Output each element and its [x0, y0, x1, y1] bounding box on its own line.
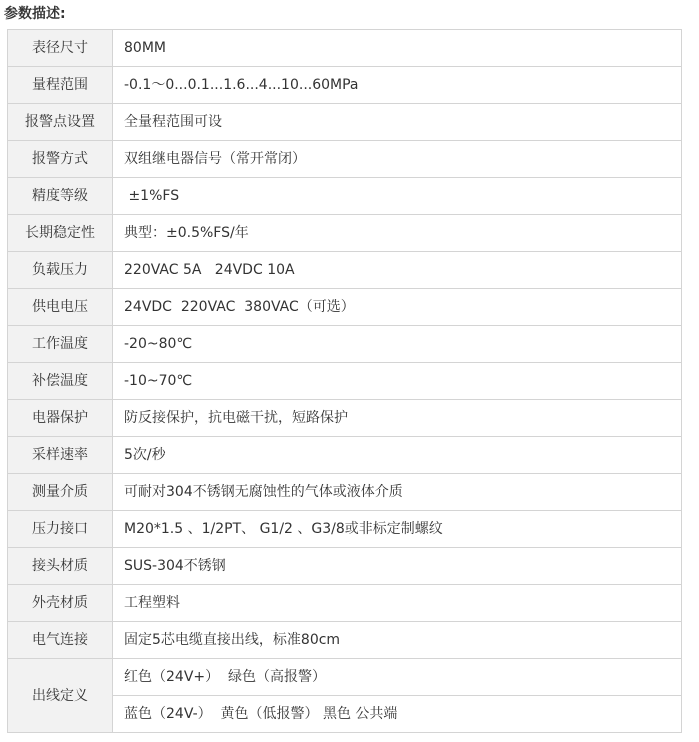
- row-value: SUS-304不锈钢: [113, 548, 682, 585]
- row-value: 可耐对304不锈钢无腐蚀性的气体或液体介质: [113, 474, 682, 511]
- table-row: [8, 363, 682, 400]
- wiring-line-2: 蓝色（24V-） 黄色（低报警） 黑色 公共端: [113, 696, 682, 733]
- row-label: 精度等级: [8, 178, 113, 215]
- row-value: 全量程范围可设: [113, 104, 682, 141]
- row-value: -0.1～0...0.1...1.6...4...10...60MPa: [113, 67, 682, 104]
- row-label: 负载压力: [8, 252, 113, 289]
- row-label: 压力接口: [8, 511, 113, 548]
- row-value: 固定5芯电缆直接出线，标准80cm: [113, 622, 682, 659]
- row-value: 80MM: [113, 30, 682, 67]
- row-value: ±1%FS: [113, 178, 682, 215]
- row-label: 表径尺寸: [8, 30, 113, 67]
- table-row: [8, 622, 682, 659]
- row-value: -20~80℃: [113, 326, 682, 363]
- table-row: [8, 548, 682, 585]
- row-value: 防反接保护，抗电磁干扰，短路保护: [113, 400, 682, 437]
- row-value: M20*1.5 、1/2PT、 G1/2 、G3/8或非标定制螺纹: [113, 511, 682, 548]
- table-row: [8, 400, 682, 437]
- row-label: 采样速率: [8, 437, 113, 474]
- row-value: 典型：±0.5%FS/年: [113, 215, 682, 252]
- table-row: [8, 437, 682, 474]
- row-label: 测量介质: [8, 474, 113, 511]
- table-row: [8, 289, 682, 326]
- table-row: [8, 585, 682, 622]
- row-value: 5次/秒: [113, 437, 682, 474]
- row-label: 电器保护: [8, 400, 113, 437]
- table-row: [8, 178, 682, 215]
- row-label: 报警点设置: [8, 104, 113, 141]
- table-row: [8, 215, 682, 252]
- spec-table: [7, 29, 682, 733]
- table-row: [8, 30, 682, 67]
- row-label: 长期稳定性: [8, 215, 113, 252]
- table-row: [8, 474, 682, 511]
- row-label: 外壳材质: [8, 585, 113, 622]
- row-label: 补偿温度: [8, 363, 113, 400]
- table-row: [8, 67, 682, 104]
- table-row: [8, 326, 682, 363]
- row-label: 报警方式: [8, 141, 113, 178]
- row-label: 量程范围: [8, 67, 113, 104]
- table-row: [8, 659, 682, 696]
- row-label: 电气连接: [8, 622, 113, 659]
- wiring-line-1: 红色（24V+） 绿色（高报警）: [113, 659, 682, 696]
- table-row: [8, 511, 682, 548]
- table-row: [8, 252, 682, 289]
- row-label: 供电电压: [8, 289, 113, 326]
- section-heading: 参数描述:: [4, 6, 66, 22]
- row-value: 工程塑料: [113, 585, 682, 622]
- table-row: [8, 104, 682, 141]
- row-label-wiring: 出线定义: [8, 659, 113, 733]
- row-value: -10~70℃: [113, 363, 682, 400]
- row-value: 24VDC 220VAC 380VAC（可选）: [113, 289, 682, 326]
- row-value: 220VAC 5A 24VDC 10A: [113, 252, 682, 289]
- row-label: 接头材质: [8, 548, 113, 585]
- table-row: [8, 141, 682, 178]
- row-label: 工作温度: [8, 326, 113, 363]
- row-value: 双组继电器信号（常开常闭）: [113, 141, 682, 178]
